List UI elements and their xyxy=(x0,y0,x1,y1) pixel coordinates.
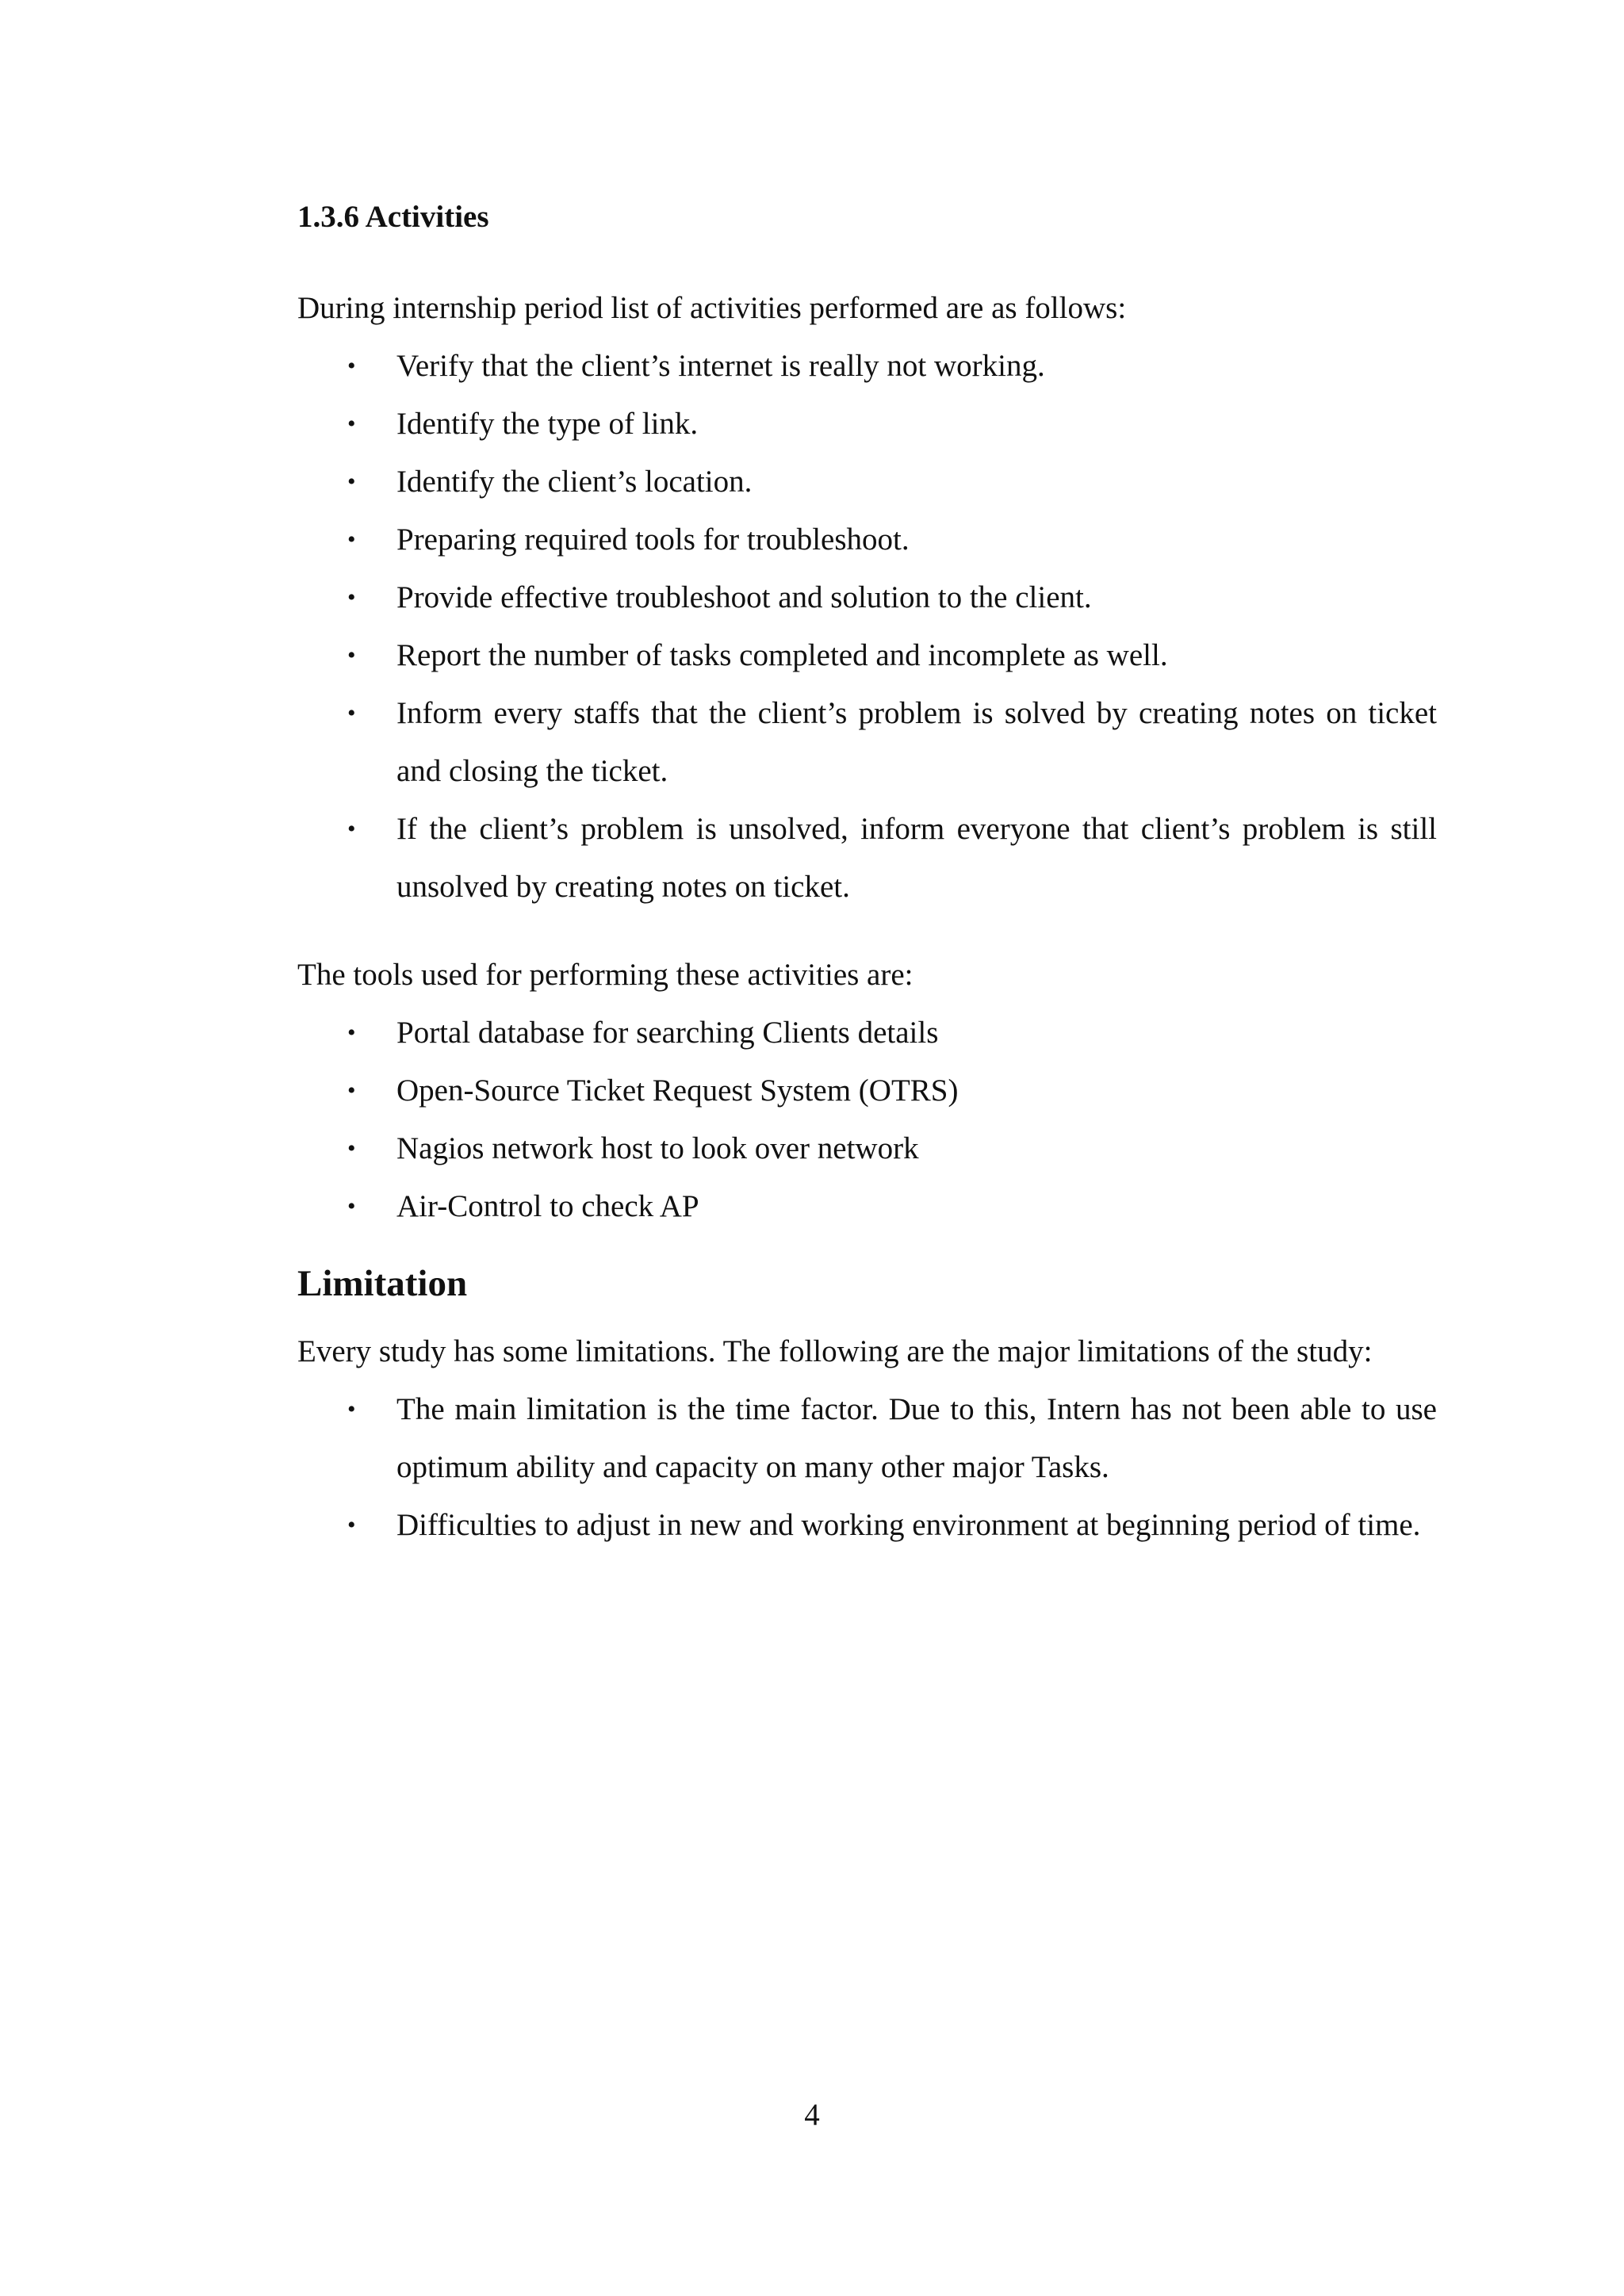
list-item xyxy=(297,1119,1437,1177)
limitation-list xyxy=(297,1380,1437,1554)
activities-list xyxy=(297,337,1437,916)
list-item-text: The main limitation is the time factor. Due to this, Intern has not been able to use optimum ability and capacity on many other major Tasks. xyxy=(396,1392,1437,1484)
list-item-text: Difficulties to adjust in new and working environment at beginning period of time. xyxy=(396,1508,1421,1542)
list-item xyxy=(297,568,1437,626)
list-item xyxy=(297,800,1437,916)
bullet-icon: • xyxy=(347,353,356,379)
list-item xyxy=(297,453,1437,511)
list-item-text: Verify that the client’s internet is really not working. xyxy=(396,349,1045,383)
list-item-text: If the client’s problem is unsolved, inform everyone that client’s problem is still unsolved by creating notes on ticket. xyxy=(396,812,1437,904)
bullet-icon: • xyxy=(347,469,356,495)
bullet-icon: • xyxy=(347,1020,356,1046)
bullet-icon: • xyxy=(347,526,356,553)
list-item xyxy=(297,684,1437,800)
list-item-text: Report the number of tasks completed and incomplete as well. xyxy=(396,638,1168,672)
tools-list xyxy=(297,1004,1437,1235)
bullet-icon: • xyxy=(347,1193,356,1219)
list-item xyxy=(297,1062,1437,1119)
list-item xyxy=(297,1004,1437,1062)
bullet-icon: • xyxy=(347,1135,356,1161)
activities-intro: During internship period list of activities performed are as follows: xyxy=(297,291,1127,325)
bullet-icon: • xyxy=(347,700,356,726)
limitation-intro: Every study has some limitations. The following are the major limitations of the study: xyxy=(297,1334,1373,1368)
page-number: 4 xyxy=(804,2098,820,2132)
list-item-text: Inform every staffs that the client’s problem is solved by creating notes on ticket and closing the ticket. xyxy=(396,696,1437,788)
list-item xyxy=(297,337,1437,395)
list-item xyxy=(297,626,1437,684)
bullet-icon: • xyxy=(347,642,356,668)
activities-heading: 1.3.6 Activities xyxy=(297,200,489,234)
list-item-text: Air-Control to check AP xyxy=(396,1189,699,1223)
list-item-text: Preparing required tools for troubleshoot. xyxy=(396,522,910,557)
bullet-icon: • xyxy=(347,816,356,842)
list-item-text: Nagios network host to look over network xyxy=(396,1131,919,1165)
list-item-text: Identify the type of link. xyxy=(396,407,699,441)
limitation-heading: Limitation xyxy=(297,1263,468,1304)
list-item xyxy=(297,1380,1437,1496)
list-item-text: Identify the client’s location. xyxy=(396,465,753,499)
list-item xyxy=(297,1177,1437,1235)
list-item xyxy=(297,1496,1437,1554)
list-item-text: Open-Source Ticket Request System (OTRS) xyxy=(396,1073,959,1108)
tools-intro: The tools used for performing these activities are: xyxy=(297,958,914,992)
list-item xyxy=(297,395,1437,453)
bullet-icon: • xyxy=(347,1512,356,1538)
bullet-icon: • xyxy=(347,411,356,437)
list-item-text: Provide effective troubleshoot and solution to the client. xyxy=(396,580,1092,614)
list-item-text: Portal database for searching Clients details xyxy=(396,1016,939,1050)
list-item xyxy=(297,511,1437,568)
page-content xyxy=(297,195,1437,1554)
bullet-icon: • xyxy=(347,1396,356,1422)
bullet-icon: • xyxy=(347,1077,356,1104)
bullet-icon: • xyxy=(347,584,356,610)
